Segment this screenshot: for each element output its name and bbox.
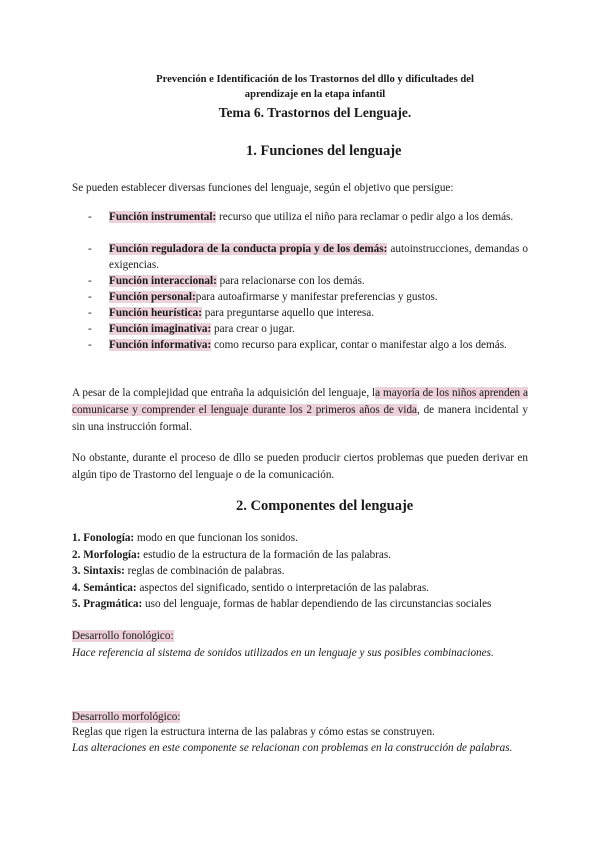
component-term: 3. Sintaxis: (72, 565, 125, 577)
fonologico-text: Hace referencia al sistema de sonidos utilizados en un lenguaje y sus posibles combinaciones. (72, 647, 494, 659)
component-term: 5. Pragmática: (72, 598, 143, 610)
section-1-intro: Se pueden establecer diversas funciones del lenguaje, según el objetivo que persigue: (72, 182, 454, 194)
section-1-heading: 1. Funciones del lenguaje (246, 143, 402, 159)
component-term: 1. Fonología: (72, 532, 135, 544)
component-term: 4. Semántica: (72, 582, 137, 594)
highlighted-text: a mayoría de los niños aprenden a comunicarse y comprender el lenguaje durante los 2 primeros años de vida (72, 387, 529, 416)
function-term: Función heurística: (109, 307, 202, 319)
function-desc: para autoafirmarse y manifestar preferencias y gustos. (195, 291, 438, 303)
document-subtitle: Tema 6. Trastornos del Lenguaje. (218, 105, 412, 120)
function-term: Función personal: (109, 291, 196, 303)
paragraph-text: A pesar de la complejidad que entraña la adquisición del lenguaje, l (72, 387, 376, 399)
component-desc: estudio de la estructura de la formación de las palabras. (140, 549, 392, 561)
function-term: Función informativa: (109, 339, 212, 351)
paragraph-text: , de manera incidental y sin una instrucción formal. (72, 403, 528, 433)
title-line-1: Prevención e Identificación de los Trastornos del dllo y dificultades del (156, 74, 474, 85)
label-text: Desarrollo morfológico: (72, 711, 181, 723)
function-desc: para preguntarse aquello que interesa. (201, 307, 375, 319)
morfologico-text: Reglas que rigen la estructura interna de las palabras y cómo estas se construyen. (72, 726, 435, 738)
component-desc: aspectos del significado, sentido o interpretación de las palabras. (136, 582, 429, 594)
fonologico-label (72, 628, 528, 645)
document-title (100, 72, 530, 102)
function-desc: recurso que utiliza el niño para reclamar o pedir algo a los demás. (216, 211, 514, 223)
document-page: Prevención e Identificación de los Trastornos del dllo y dificultades del aprendizaje en la etapa infantil Tema 6. Trastornos del Lenguaje. 1. Funciones del lenguaje Se pueden establecer diversas funciones del lenguaje, según el objetivo que persigue: - Función instrumental: recurso que utiliza el niño para reclamar o pedir algo a los demás. - Función reguladora de la conducta propia y de los demás: autoinstrucciones, demandas o exigencias. - Función interaccional: para relacionarse con los demás. - Función personal:para autoafirmarse y manifestar preferencias y gustos. - Función heurística: para preguntarse aquello que interesa. - Función imaginativa: para crear o jugar. - Función informativa: como recurso para explicar, contar o manifestar algo a los demás. A pesar de la complejidad que entraña la adquisición del lenguaje, la mayoría de los niños aprenden a comunicarse y comprender el lenguaje durante los 2 primeros años de vida, de manera incidental y sin una instrucción formal. No obstante, durante el proceso de dllo se pueden producir ciertos problemas que pueden derivar en algún tipo de Trastorno del lenguaje o de la comunicación. 2. Componentes del lenguaje 1. Fonología: modo en que funcionan los sonidos. 2. Morfología: estudio de la estructura de la formación de las palabras. 3. Sintaxis: reglas de combinación de palabras. 4. Semántica: aspectos del significado, sentido o interpretación de las palabras. 5. Pragmática: uso del lenguaje, formas de hablar dependiendo de las circunstancias sociales Desarrollo fonológico: Hace referencia al sistema de sonidos utilizados en un lenguaje y sus posibles combinaciones. Desarrollo morfológico: Reglas que rigen la estructura interna de las palabras y cómo estas se construyen. Las alteraciones en este componente se relacionan con problemas en la construcción de palabras. (0, 0, 600, 848)
function-term: Función interaccional: (109, 275, 217, 287)
component-term: 2. Morfología: (72, 549, 141, 561)
function-desc: autoinstrucciones, demandas o exigencias. (109, 243, 528, 271)
component-item (72, 582, 429, 594)
title-line-2: aprendizaje en la etapa infantil (244, 89, 386, 100)
paragraph-problems: No obstante, durante el proceso de dllo se pueden producir ciertos problemas que pueden derivar en algún tipo de Trastorno del lenguaje o de la comunicación. (72, 452, 528, 481)
component-desc: uso del lenguaje, formas de hablar dependiendo de las circunstancias sociales (142, 598, 492, 610)
function-desc: para relacionarse con los demás. (216, 275, 365, 287)
component-item (72, 549, 391, 561)
function-term: Función reguladora de la conducta propia y de los demás: (109, 243, 388, 255)
component-item (72, 598, 491, 610)
paragraph-acquisition (72, 385, 528, 435)
function-desc: para crear o jugar. (211, 323, 295, 335)
section-2-heading: 2. Componentes del lenguaje (236, 498, 414, 514)
function-term: Función instrumental: (109, 211, 217, 223)
component-item (72, 565, 285, 577)
function-term: Función imaginativa: (109, 323, 212, 335)
label-text: Desarrollo fonológico: (72, 630, 174, 642)
component-item (72, 532, 298, 544)
component-desc: reglas de combinación de palabras. (124, 565, 285, 577)
function-desc: como recurso para explicar, contar o manifestar algo a los demás. (211, 339, 507, 351)
morfologico-italic: Las alteraciones en este componente se relacionan con problemas en la construcción de palabras. (72, 742, 513, 754)
component-desc: modo en que funcionan los sonidos. (134, 532, 298, 544)
